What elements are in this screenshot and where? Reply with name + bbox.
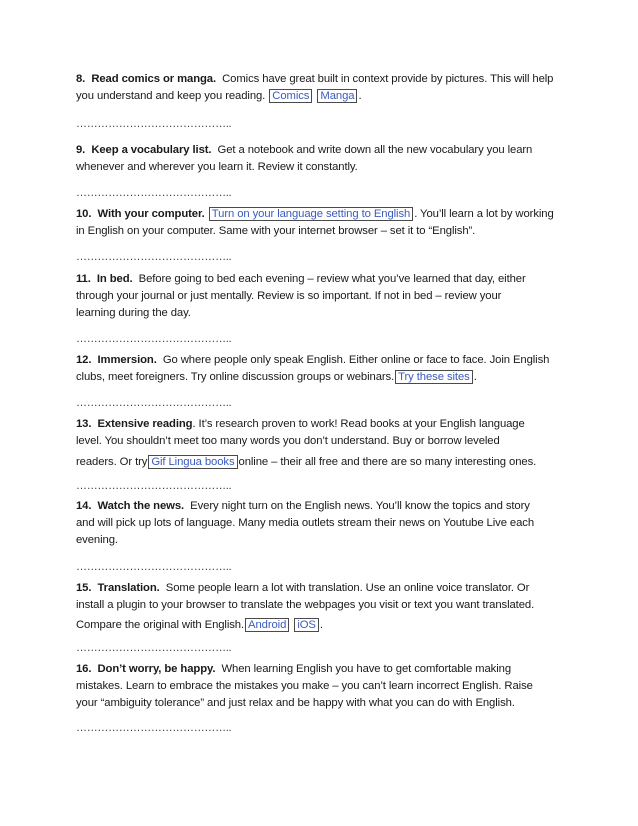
tip-13 [76,416,576,471]
language-setting-link[interactable]: Turn on your language setting to English [209,207,413,221]
tip-number: 16. [76,663,92,675]
tip-text: . It’s research proven to work! Read books at your English language [192,418,525,430]
separator: …………………………………….. [76,561,232,573]
tip-heading: With your computer. [97,208,205,220]
tip-number: 14. [76,500,92,512]
tip-number: 15. [76,582,92,594]
tip-14 [76,498,576,549]
tip-heading: In bed. [96,273,133,285]
tip-text: you understand and keep you reading. [76,90,266,102]
tip-text: online – their all free and there are so many interesting ones. [238,456,537,468]
manga-link[interactable]: Manga [317,89,357,103]
tip-heading: Immersion. [97,354,157,366]
separator: …………………………………….. [76,187,232,199]
tip-text: clubs, meet foreigners. Try online discussion groups or webinars. [76,371,395,383]
tip-heading: Watch the news. [97,500,185,512]
tip-text: learning during the day. [76,307,191,319]
separator: …………………………………….. [76,722,232,734]
tip-text: through your journal or just mentally. Review is so important. If not in bed – review your [76,290,502,302]
tip-number: 10. [76,208,92,220]
tip-text: and will pick up lots of language. Many media outlets stream their news on Youtube Live each [76,517,535,529]
comics-link[interactable]: Comics [269,89,312,103]
tip-heading: Don’t worry, be happy. [97,663,216,675]
tip-heading: Extensive reading [97,418,193,430]
gif-lingua-books-link[interactable]: Gif Lingua books [148,455,237,469]
tip-text: . You’ll learn a lot by working [414,208,554,220]
tip-text: When learning English you have to get comfortable making [221,663,511,675]
tip-10 [76,206,576,240]
tip-number: 11. [76,273,91,285]
tip-text: mistakes. Learn to embrace the mistakes you make – you can’t learn incorrect English. Raise [76,680,533,692]
tip-16 [76,661,576,712]
separator: …………………………………….. [76,642,232,654]
tip-text: Get a notebook and write down all the new vocabulary you learn [217,144,533,156]
tip-text: your “ambiguity tolerance” and just relax and be happy with what you can do with English. [76,697,515,709]
tip-number: 8. [76,73,86,85]
tip-text: Every night turn on the English news. You’ll know the topics and story [190,500,530,512]
tip-text: Compare the original with English. [76,619,245,631]
separator: …………………………………….. [76,480,232,492]
tip-number: 12. [76,354,92,366]
separator: …………………………………….. [76,118,232,130]
tip-12: 12. Immersion. Go where people only speak English. Either online or face to face. Join English clubs, meet foreigners. Try online discussion groups or webinars. Try these sites . [76,354,550,383]
tip-text: whenever and wherever you learn it. Review it constantly. [76,161,358,173]
try-these-sites-link[interactable]: Try these sites [395,370,473,384]
tip-text: readers. Or try [76,456,148,468]
tip-heading: Translation. [97,582,160,594]
tip-text: in English on your computer. Same with your internet browser – set it to “English”. [76,225,476,237]
tip-15: 15. Translation. Some people learn a lot with translation. Use an online voice translator. Or install a plugin to your browser to translate the webpages you visit or text you want translated. Compare the original with English. Android iOS . [76,582,535,631]
tip-text: Comics have great built in context provide by pictures. This will help [222,73,554,85]
ios-link[interactable]: iOS [294,618,319,632]
separator: …………………………………….. [76,333,232,345]
separator: …………………………………….. [76,251,232,263]
tip-text: install a plugin to your browser to translate the webpages you visit or text you want translated. [76,599,535,611]
tip-heading: Read comics or manga. [91,73,217,85]
tip-8: 8. Read comics or manga. Comics have great built in context provide by pictures. This will help you understand and keep you reading. Comics Manga . [76,73,554,102]
tip-9 [76,142,576,176]
tip-11 [76,271,576,322]
tip-text: evening. [76,534,118,546]
tip-text: Some people learn a lot with translation. Use an online voice translator. Or [165,582,530,594]
tip-heading: Keep a vocabulary list. [91,144,212,156]
tip-text: Go where people only speak English. Either online or face to face. Join English [162,354,550,366]
android-link[interactable]: Android [245,618,289,632]
separator: …………………………………….. [76,397,232,409]
tip-number: 9. [76,144,86,156]
tip-text: level. You shouldn’t meet too many words you don’t understand. Buy or borrow leveled [76,435,500,447]
tip-number: 13. [76,418,92,430]
tip-text: Before going to bed each evening – review what you’ve learned that day, either [138,273,526,285]
